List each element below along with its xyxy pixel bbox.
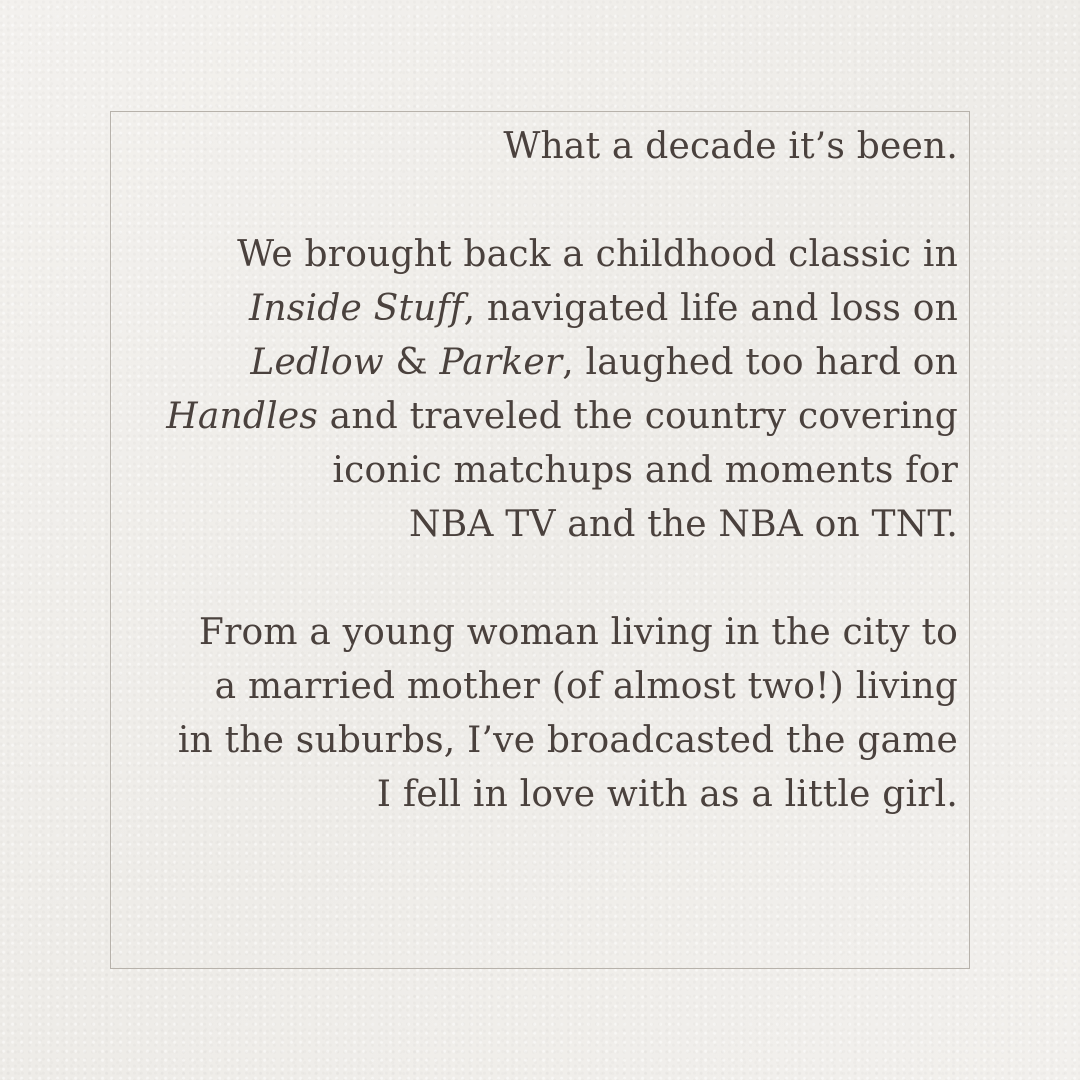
paragraph2-line2-rest: , navigated life and loss on [463,288,958,329]
paragraph2-line2 [118,282,958,336]
paragraph2-line1: We brought back a childhood classic in [237,234,958,275]
paragraph3-line3: in the suburbs, I’ve broadcasted the game [177,720,958,761]
paragraph2-line5: iconic matchups and moments for [332,450,958,491]
paragraph2-line3 [118,336,958,390]
ampersand: & [383,342,440,383]
statement-text [118,120,958,822]
show-title-inside-stuff: Inside Stuff [249,288,464,329]
paragraph2-line4 [118,390,958,444]
intro-line: What a decade it’s been. [503,126,958,167]
paragraph-gap [118,174,958,228]
paragraph3-line4: I fell in love with as a little girl. [376,774,958,815]
paragraph2-line4-rest: and traveled the country covering [318,396,958,437]
paragraph3-line2: a married mother (of almost two!) living [214,666,958,707]
paragraph3-line1: From a young woman living in the city to [198,612,958,653]
show-title-handles: Handles [166,396,319,437]
show-title-ledlow: Ledlow [250,342,384,383]
paragraph-gap [118,552,958,606]
paragraph2-line6: NBA TV and the NBA on TNT. [409,504,958,545]
paragraph2-line3-rest: , laughed too hard on [562,342,958,383]
show-title-parker: Parker [439,342,563,383]
